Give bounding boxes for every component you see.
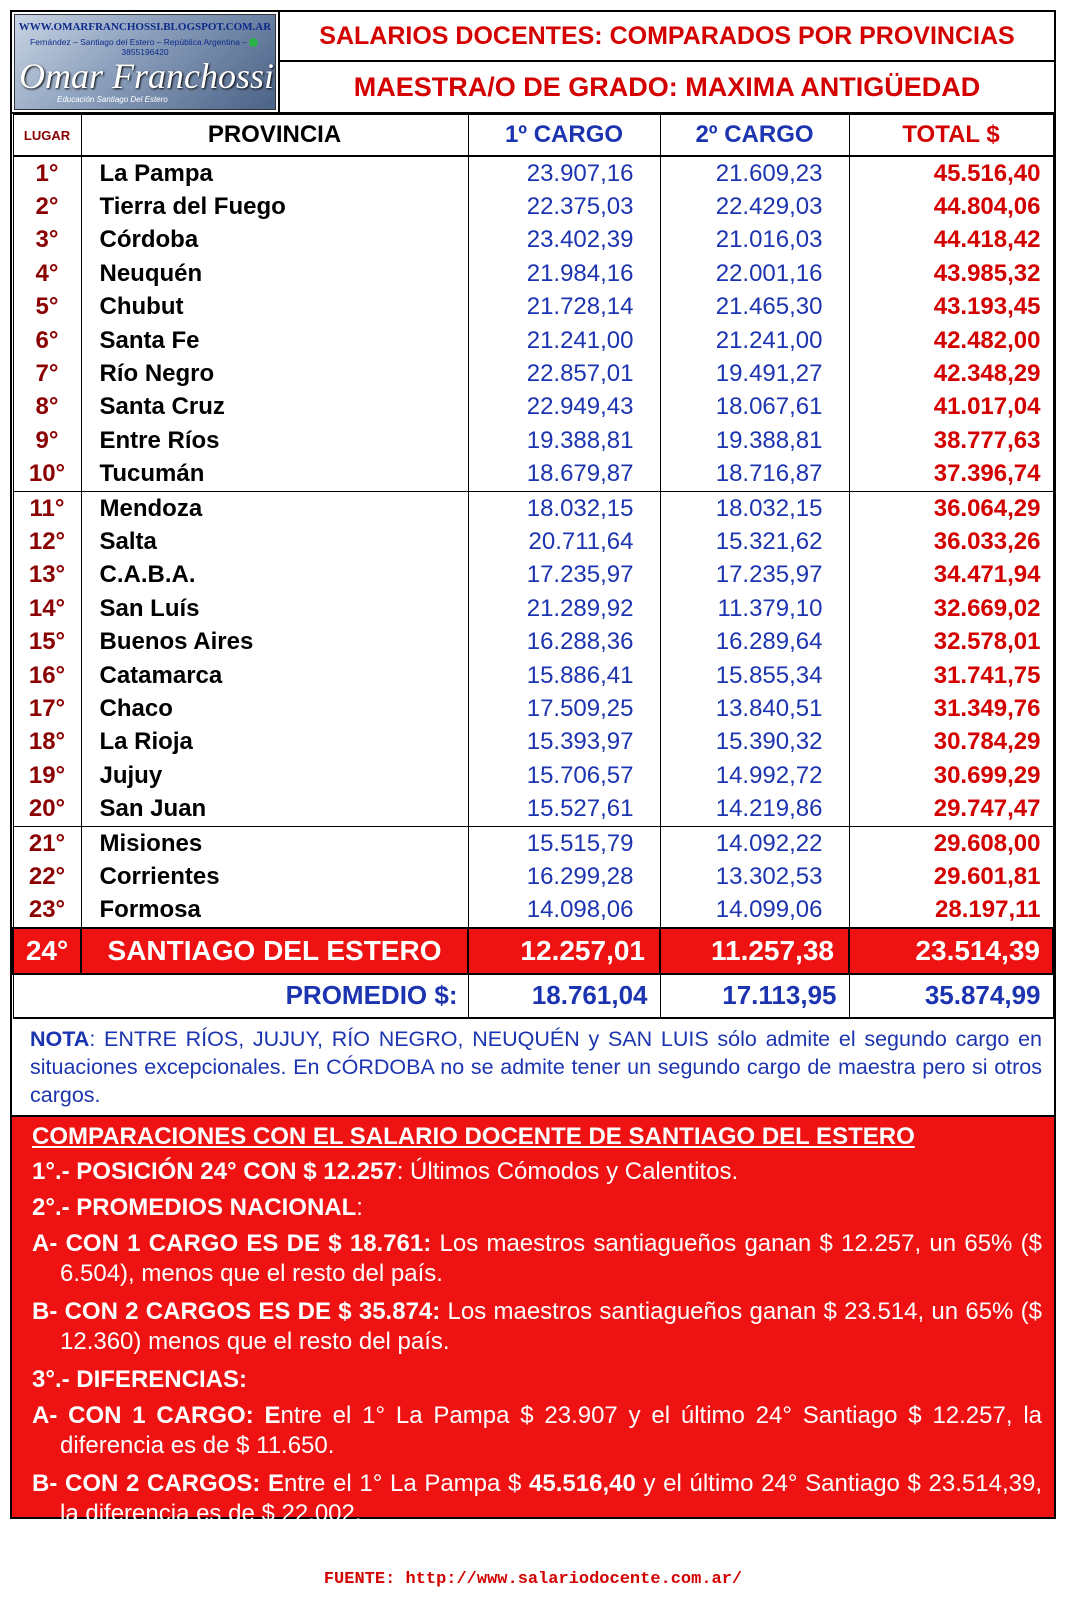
- comparison-2-text: :: [356, 1193, 363, 1221]
- rank-cell: 12°: [13, 525, 81, 558]
- table-row: [13, 257, 1053, 290]
- comparison-1-text: : Últimos Cómodos y Calentitos.: [396, 1157, 739, 1185]
- average-cargo1: 18.761,04: [468, 974, 660, 1018]
- cargo1-cell: 22.375,03: [468, 190, 660, 223]
- province-cell: San Juan: [81, 792, 468, 826]
- rank-cell: 6°: [13, 324, 81, 357]
- table-row: [13, 324, 1053, 357]
- total-cell: 45.516,40: [849, 156, 1053, 190]
- table-row: [13, 592, 1053, 625]
- note-text: : ENTRE RÍOS, JUJUY, RÍO NEGRO, NEUQUÉN y SAN LUIS sólo admite el segundo cargo en situaciones excepcionales. En CÓRDOBA no se admite tener un segundo cargo de maestra pero si otros cargos.: [30, 1026, 1042, 1107]
- logo-url: WWW.OMARFRANCHOSSI.BLOGSPOT.COM.AR: [18, 21, 272, 33]
- logo-brand: Omar Franchossi: [19, 56, 275, 96]
- average-row: [13, 974, 1053, 1018]
- comparison-3-bold: 3°.- DIFERENCIAS:: [32, 1365, 247, 1393]
- cargo2-cell: 19.491,27: [660, 357, 849, 390]
- cargo2-cell: 17.235,97: [660, 559, 849, 592]
- table-row: [13, 357, 1053, 390]
- comparison-2b: [32, 1297, 1042, 1357]
- total-cell: 41.017,04: [849, 391, 1053, 424]
- cargo2-cell: 21.465,30: [660, 291, 849, 324]
- comparison-3a-bold: A- CON 1 CARGO: E: [32, 1401, 281, 1429]
- table-row: [13, 625, 1053, 658]
- total-cell: 29.747,47: [849, 792, 1053, 826]
- total-cell: 38.777,63: [849, 424, 1053, 457]
- total-cell: 31.741,75: [849, 659, 1053, 692]
- cargo2-cell: 14.219,86: [660, 792, 849, 826]
- highlight-row: [13, 928, 1053, 974]
- cargo1-cell: 21.984,16: [468, 257, 660, 290]
- comparison-2a-bold: A- CON 1 CARGO ES DE $ 18.761:: [32, 1229, 432, 1257]
- header: [12, 12, 1054, 114]
- col-header-rank: LUGAR: [13, 115, 81, 157]
- table-row: [13, 156, 1053, 190]
- cargo1-cell: 14.098,06: [468, 894, 660, 928]
- average-label: PROMEDIO $:: [13, 974, 468, 1018]
- comparison-3a-text: ntre el 1° La Pampa $ 23.907 y el último 24° Santiago $ 12.257, la diferencia es de $ 11.650.: [60, 1401, 1042, 1459]
- total-cell: 30.784,29: [849, 726, 1053, 759]
- total-cell: 44.804,06: [849, 190, 1053, 223]
- table-row: [13, 726, 1053, 759]
- table-row: [13, 559, 1053, 592]
- cargo1-cell: 17.235,97: [468, 559, 660, 592]
- table-row: [13, 491, 1053, 525]
- province-cell: Catamarca: [81, 659, 468, 692]
- province-cell: Salta: [81, 525, 468, 558]
- cargo1-cell: 15.886,41: [468, 659, 660, 692]
- cargo1-cell: 15.393,97: [468, 726, 660, 759]
- total-cell: 43.985,32: [849, 257, 1053, 290]
- comparison-3b-bold2: 45.516,40: [529, 1469, 636, 1497]
- cargo2-cell: 21.016,03: [660, 224, 849, 257]
- table-row: [13, 424, 1053, 457]
- province-cell: Tucumán: [81, 458, 468, 492]
- province-cell: Santa Cruz: [81, 391, 468, 424]
- total-cell: 32.669,02: [849, 592, 1053, 625]
- rank-cell: 11°: [13, 491, 81, 525]
- cargo2-cell: 13.302,53: [660, 860, 849, 893]
- highlight-cargo2: 11.257,38: [660, 928, 849, 974]
- province-cell: Jujuy: [81, 759, 468, 792]
- comparison-2b-bold: B- CON 2 CARGOS ES DE $ 35.874:: [32, 1297, 441, 1325]
- cargo1-cell: 20.711,64: [468, 525, 660, 558]
- total-cell: 32.578,01: [849, 625, 1053, 658]
- province-cell: Tierra del Fuego: [81, 190, 468, 223]
- province-cell: Entre Ríos: [81, 424, 468, 457]
- table-row: [13, 458, 1053, 492]
- table-row: [13, 692, 1053, 725]
- table-row: [13, 894, 1053, 928]
- province-cell: C.A.B.A.: [81, 559, 468, 592]
- highlight-cargo1: 12.257,01: [468, 928, 660, 974]
- rank-cell: 8°: [13, 391, 81, 424]
- table-row: [13, 792, 1053, 826]
- comparison-1-bold: 1°.- POSICIÓN 24° CON $ 12.257: [32, 1157, 397, 1185]
- cargo2-cell: 22.001,16: [660, 257, 849, 290]
- table-row: [13, 391, 1053, 424]
- comparison-3b-bold: B- CON 2 CARGOS: E: [32, 1469, 284, 1497]
- col-header-cargo2: 2º CARGO: [660, 115, 849, 157]
- total-cell: 42.348,29: [849, 357, 1053, 390]
- rank-cell: 16°: [13, 659, 81, 692]
- province-cell: Corrientes: [81, 860, 468, 893]
- cargo2-cell: 15.321,62: [660, 525, 849, 558]
- total-cell: 37.396,74: [849, 458, 1053, 492]
- highlight-rank: 24°: [13, 928, 81, 974]
- cargo1-cell: 15.527,61: [468, 792, 660, 826]
- cargo1-cell: 18.679,87: [468, 458, 660, 492]
- cargo1-cell: 23.907,16: [468, 156, 660, 190]
- rank-cell: 21°: [13, 826, 81, 860]
- comparison-3b-text1: ntre el 1° La Pampa $: [284, 1469, 530, 1497]
- cargo1-cell: 22.949,43: [468, 391, 660, 424]
- total-cell: 34.471,94: [849, 559, 1053, 592]
- col-header-cargo1: 1º CARGO: [468, 115, 660, 157]
- highlight-province: SANTIAGO DEL ESTERO: [81, 928, 468, 974]
- cargo2-cell: 18.032,15: [660, 491, 849, 525]
- comparison-3a: [32, 1401, 1042, 1461]
- province-cell: Chubut: [81, 291, 468, 324]
- rank-cell: 5°: [13, 291, 81, 324]
- comparison-2b-text: Los maestros santiagueños ganan $ 23.514, un 65% ($ 12.360) menos que el resto del país.: [60, 1297, 1042, 1355]
- rank-cell: 23°: [13, 894, 81, 928]
- cargo2-cell: 14.092,22: [660, 826, 849, 860]
- table-row: [13, 190, 1053, 223]
- table-row: [13, 659, 1053, 692]
- total-cell: 43.193,45: [849, 291, 1053, 324]
- table-body: [13, 156, 1053, 928]
- rank-cell: 1°: [13, 156, 81, 190]
- province-cell: Neuquén: [81, 257, 468, 290]
- comparison-1: [32, 1157, 1042, 1187]
- comparison-2a-text: Los maestros santiagueños ganan $ 12.257, un 65% ($ 6.504), menos que el resto del país.: [60, 1229, 1042, 1287]
- page-title: SALARIOS DOCENTES: COMPARADOS POR PROVINCIAS: [280, 12, 1054, 62]
- table-header-row: [13, 115, 1053, 157]
- rank-cell: 19°: [13, 759, 81, 792]
- average-total: 35.874,99: [849, 974, 1053, 1018]
- rank-cell: 7°: [13, 357, 81, 390]
- salary-table: [12, 114, 1054, 1019]
- province-cell: Santa Fe: [81, 324, 468, 357]
- rank-cell: 2°: [13, 190, 81, 223]
- cargo2-cell: 19.388,81: [660, 424, 849, 457]
- rank-cell: 15°: [13, 625, 81, 658]
- cargo2-cell: 15.855,34: [660, 659, 849, 692]
- cargo1-cell: 21.728,14: [468, 291, 660, 324]
- cargo1-cell: 15.706,57: [468, 759, 660, 792]
- rank-cell: 9°: [13, 424, 81, 457]
- cargo2-cell: 22.429,03: [660, 190, 849, 223]
- rank-cell: 18°: [13, 726, 81, 759]
- cargo1-cell: 18.032,15: [468, 491, 660, 525]
- cargo2-cell: 21.241,00: [660, 324, 849, 357]
- col-header-total: TOTAL $: [849, 115, 1053, 157]
- rank-cell: 13°: [13, 559, 81, 592]
- cargo1-cell: 21.241,00: [468, 324, 660, 357]
- comparison-2: [32, 1193, 1042, 1223]
- comparisons-heading: COMPARACIONES CON EL SALARIO DOCENTE DE SANTIAGO DEL ESTERO: [32, 1122, 915, 1150]
- province-cell: Río Negro: [81, 357, 468, 390]
- rank-cell: 3°: [13, 224, 81, 257]
- col-header-province: PROVINCIA: [81, 115, 468, 157]
- cargo1-cell: 22.857,01: [468, 357, 660, 390]
- province-cell: La Pampa: [81, 156, 468, 190]
- cargo2-cell: 18.716,87: [660, 458, 849, 492]
- province-cell: Córdoba: [81, 224, 468, 257]
- cargo2-cell: 16.289,64: [660, 625, 849, 658]
- total-cell: 36.033,26: [849, 525, 1053, 558]
- cargo2-cell: 15.390,32: [660, 726, 849, 759]
- rank-cell: 4°: [13, 257, 81, 290]
- total-cell: 44.418,42: [849, 224, 1053, 257]
- cargo2-cell: 14.992,72: [660, 759, 849, 792]
- comparison-2a: [32, 1229, 1042, 1289]
- table-row: [13, 826, 1053, 860]
- rank-cell: 20°: [13, 792, 81, 826]
- total-cell: 29.601,81: [849, 860, 1053, 893]
- table-row: [13, 224, 1053, 257]
- cargo2-cell: 18.067,61: [660, 391, 849, 424]
- page-subtitle: MAESTRA/O DE GRADO: MAXIMA ANTIGÜEDAD: [353, 71, 981, 102]
- logo-tagline: Educación Santiago Del Estero: [57, 95, 168, 104]
- cargo2-cell: 14.099,06: [660, 894, 849, 928]
- province-cell: Misiones: [81, 826, 468, 860]
- table-row: [13, 291, 1053, 324]
- comparison-3b: [32, 1469, 1042, 1529]
- cargo1-cell: 16.299,28: [468, 860, 660, 893]
- cargo1-cell: 19.388,81: [468, 424, 660, 457]
- rank-cell: 10°: [13, 458, 81, 492]
- rank-cell: 22°: [13, 860, 81, 893]
- total-cell: 36.064,29: [849, 491, 1053, 525]
- cargo1-cell: 17.509,25: [468, 692, 660, 725]
- logo-location-text: Fernández – Santiago del Estero – República Argentina –: [30, 37, 247, 47]
- province-cell: Mendoza: [81, 491, 468, 525]
- comparison-3: [32, 1365, 1042, 1395]
- total-cell: 28.197,11: [849, 894, 1053, 928]
- rank-cell: 17°: [13, 692, 81, 725]
- average-cargo2: 17.113,95: [660, 974, 849, 1018]
- table-row: [13, 860, 1053, 893]
- logo-phone: 3855196420: [121, 47, 169, 58]
- cargo1-cell: 23.402,39: [468, 224, 660, 257]
- total-cell: 29.608,00: [849, 826, 1053, 860]
- rank-cell: 14°: [13, 592, 81, 625]
- total-cell: 30.699,29: [849, 759, 1053, 792]
- whatsapp-icon: [249, 38, 258, 47]
- province-cell: Buenos Aires: [81, 625, 468, 658]
- title-block: [278, 12, 1054, 112]
- highlight-total: 23.514,39: [849, 928, 1053, 974]
- cargo2-cell: 13.840,51: [660, 692, 849, 725]
- logo: [14, 14, 276, 110]
- province-cell: La Rioja: [81, 726, 468, 759]
- province-cell: Formosa: [81, 894, 468, 928]
- cargo1-cell: 21.289,92: [468, 592, 660, 625]
- note-label: NOTA: [30, 1026, 90, 1051]
- comparison-2-bold: 2°.- PROMEDIOS NACIONAL: [32, 1193, 357, 1221]
- cargo1-cell: 16.288,36: [468, 625, 660, 658]
- comparison-3b-text2: y el último 24° Santiago $ 23.514,39, la diferencia es de $ 22.002.: [60, 1469, 1042, 1527]
- table-row: [13, 525, 1053, 558]
- cargo1-cell: 15.515,79: [468, 826, 660, 860]
- total-cell: 31.349,76: [849, 692, 1053, 725]
- cargo2-cell: 21.609,23: [660, 156, 849, 190]
- table-row: [13, 759, 1053, 792]
- province-cell: Chaco: [81, 692, 468, 725]
- document-frame: [10, 10, 1056, 1527]
- total-cell: 42.482,00: [849, 324, 1053, 357]
- source-footer: FUENTE: http://www.salariodocente.com.ar/: [323, 1570, 743, 1589]
- note: [12, 1019, 1054, 1117]
- comparisons-box: [12, 1117, 1054, 1527]
- cargo2-cell: 11.379,10: [660, 592, 849, 625]
- province-cell: San Luís: [81, 592, 468, 625]
